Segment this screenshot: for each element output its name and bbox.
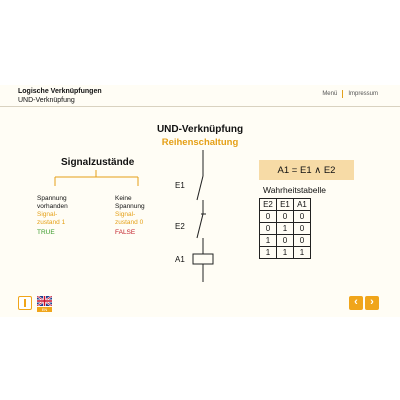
table-row (260, 235, 311, 247)
signal-right-state1: Signal- (115, 211, 136, 218)
table-cell: 0 (260, 211, 277, 223)
page-title: Logische Verknüpfungen (18, 88, 102, 95)
table-row (260, 247, 311, 259)
table-cell: 1 (294, 247, 311, 259)
language-label: EN (37, 307, 52, 312)
impressum-link[interactable]: Impressum (348, 91, 378, 97)
section-subtitle: Reihenschaltung (161, 137, 239, 148)
table-row (260, 211, 311, 223)
menu-link[interactable]: Menü (322, 91, 338, 97)
signal-right-state2: zustand 0 (115, 219, 144, 226)
output-a1-label: A1 (175, 255, 185, 264)
truth-table-title: Wahrheitstabelle (263, 185, 326, 195)
prev-button[interactable] (349, 296, 363, 310)
chevron-right-icon: › (370, 296, 374, 308)
signal-right-value: FALSE (115, 229, 136, 236)
table-cell: 0 (294, 235, 311, 247)
signal-right-line2: Spannung (115, 203, 145, 210)
uk-flag-icon[interactable] (37, 296, 52, 306)
chevron-left-icon: ‹ (354, 296, 358, 308)
signal-left-line2: vorhanden (37, 203, 68, 210)
signal-left-value: TRUE (37, 229, 55, 236)
switch-e2-label: E2 (175, 222, 185, 231)
signal-states-title: Signalzustände (61, 157, 135, 168)
table-cell: 0 (277, 235, 294, 247)
next-button[interactable] (365, 296, 379, 310)
table-cell: 0 (294, 223, 311, 235)
table-header-row (260, 199, 311, 211)
signal-left-state2: zustand 1 (37, 219, 66, 226)
table-row (260, 223, 311, 235)
table-cell: 0 (277, 211, 294, 223)
table-cell: 1 (277, 223, 294, 235)
table-cell: 0 (260, 223, 277, 235)
table-header-cell: E1 (277, 199, 294, 211)
table-header-cell: E2 (260, 199, 277, 211)
table-cell: 1 (277, 247, 294, 259)
signal-left-line1: Spannung (37, 195, 67, 202)
table-cell: 1 (260, 235, 277, 247)
signal-right-line1: Keine (115, 195, 132, 202)
page-subtitle: UND-Verknüpfung (18, 97, 75, 104)
table-cell: 0 (294, 211, 311, 223)
boolean-formula: A1 = E1 ∧ E2 (259, 160, 354, 180)
section-title: UND-Verknüpfung (156, 124, 244, 135)
book-icon[interactable] (18, 296, 32, 310)
signal-left-state1: Signal- (37, 211, 58, 218)
table-header-cell: A1 (294, 199, 311, 211)
truth-table (259, 198, 311, 259)
switch-e1-label: E1 (175, 181, 185, 190)
table-cell: 1 (260, 247, 277, 259)
